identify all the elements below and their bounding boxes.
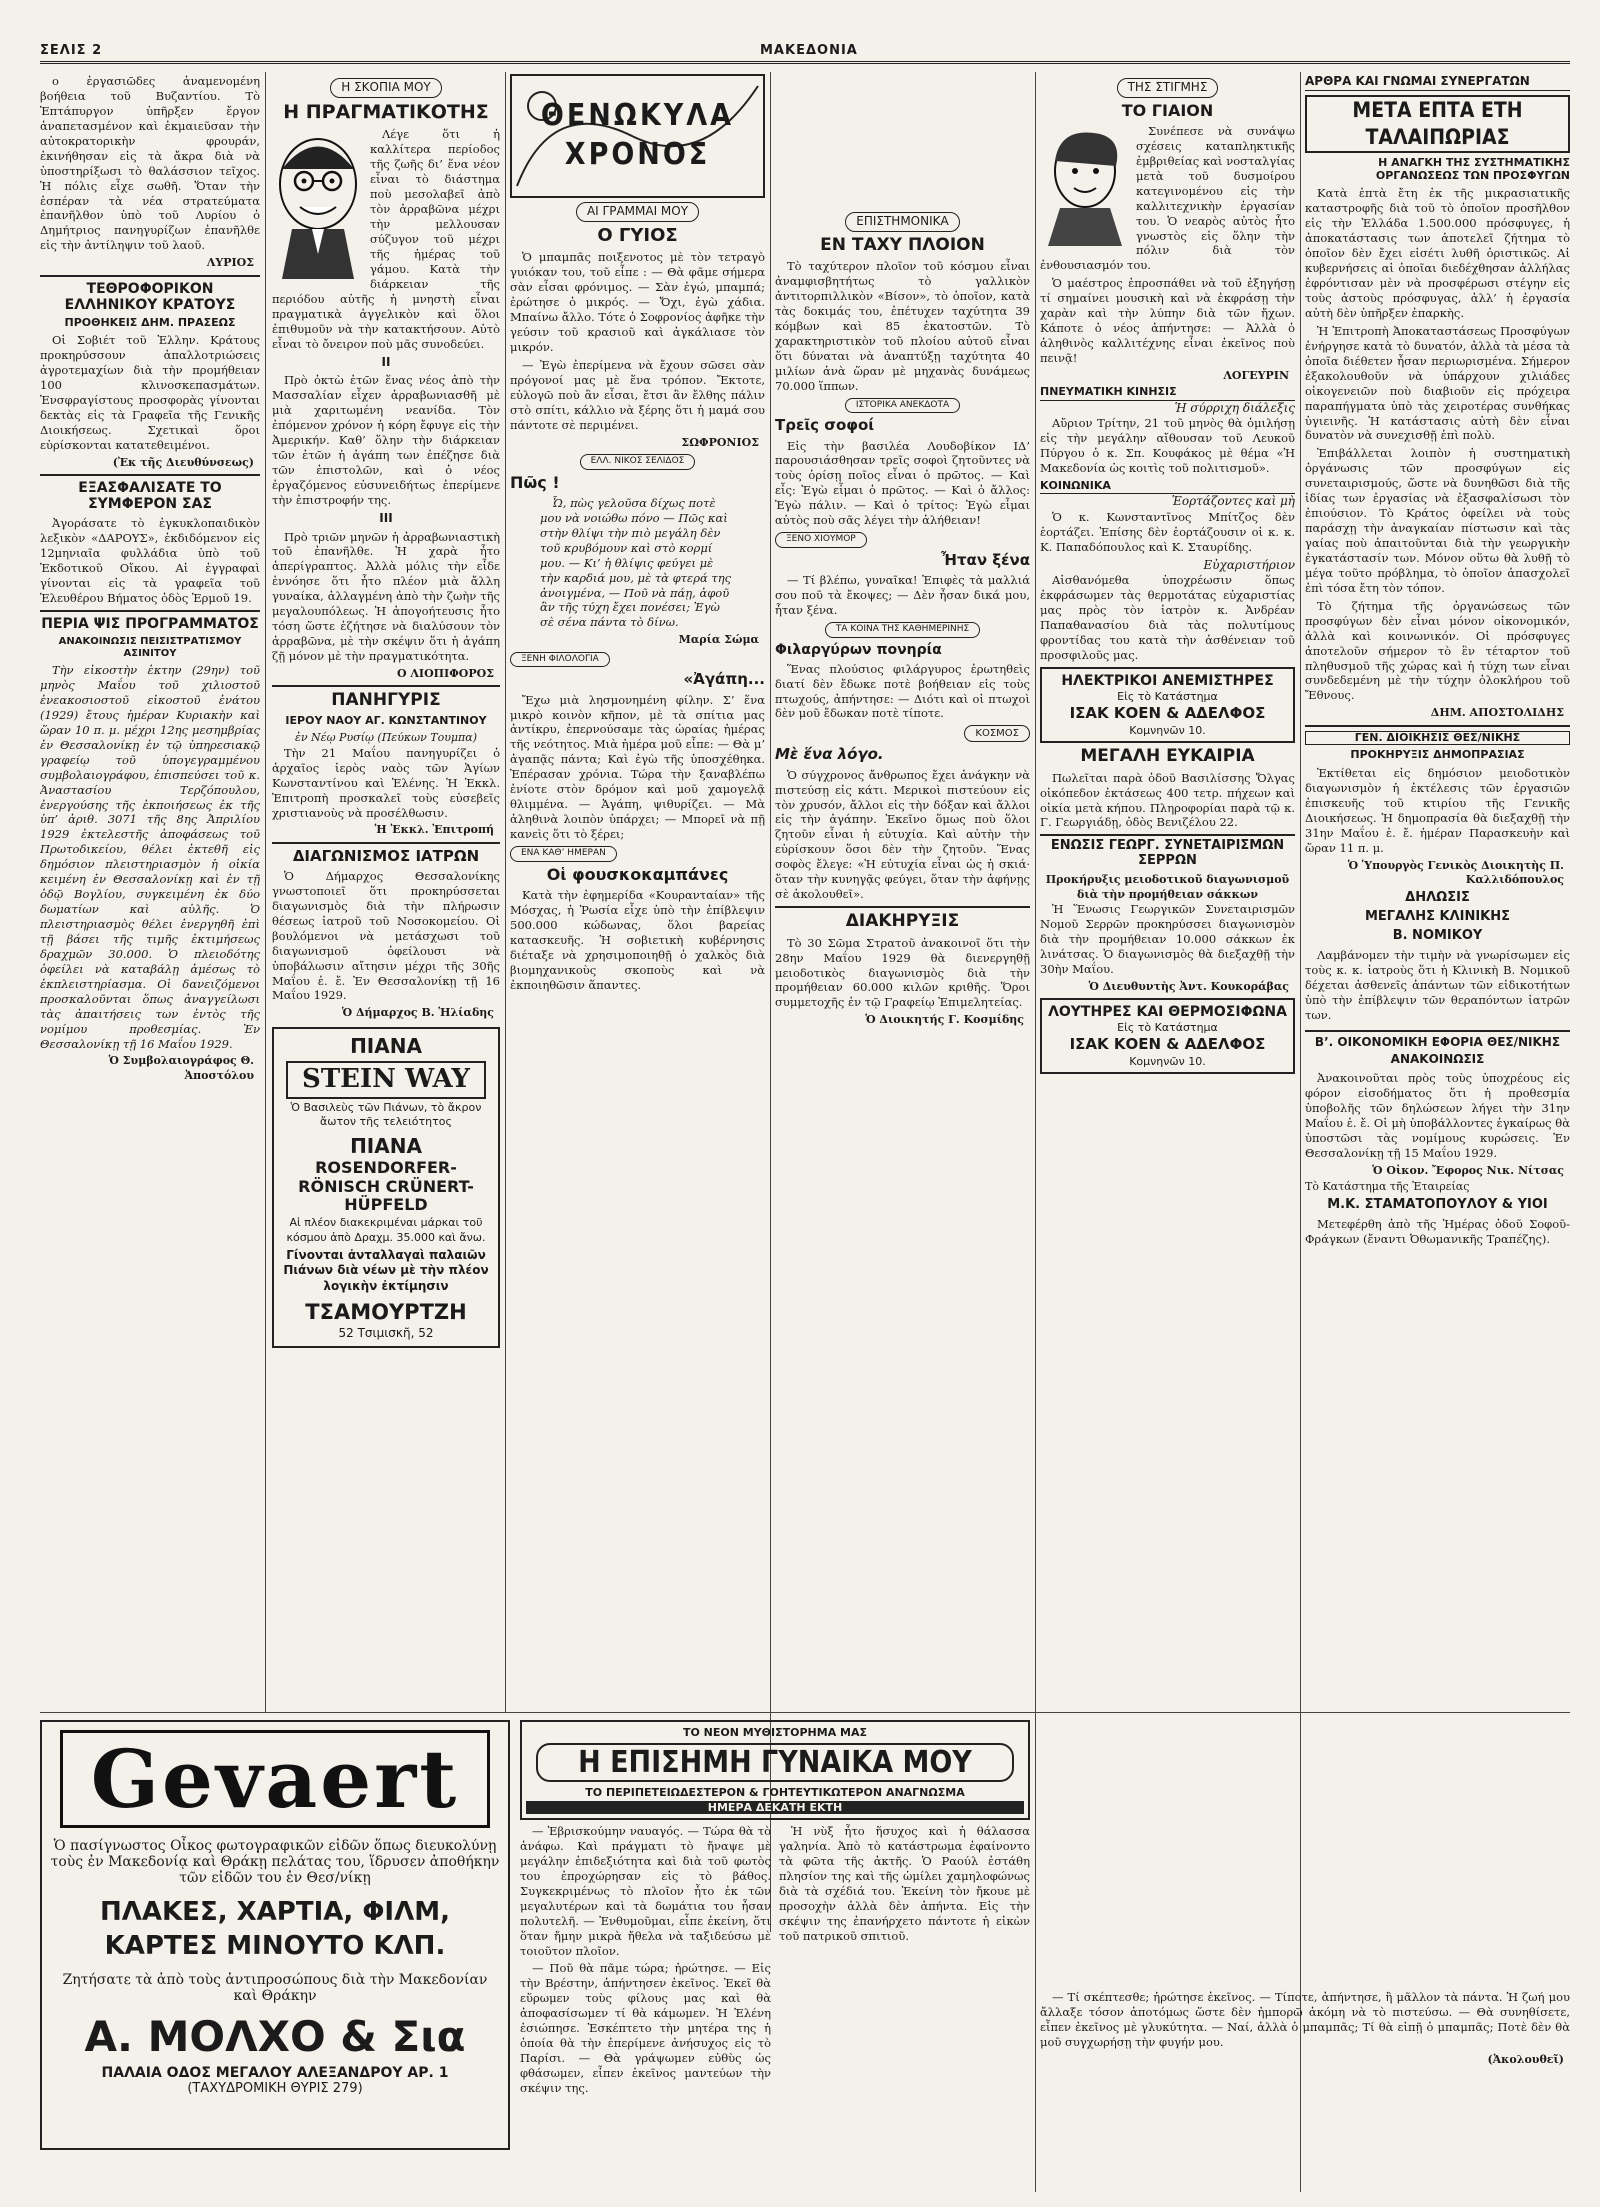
declaration-title: ΔΙΑΚΗΡΥΞΙΣ <box>845 911 960 932</box>
column-6 <box>1305 74 1570 2134</box>
daily-title: Οἱ φουσκοκαμπάνες <box>546 864 729 884</box>
gevaert-ad <box>40 1720 510 2150</box>
anecdote-title: Τρεῖς σοφοί <box>775 416 875 435</box>
column-rule <box>505 72 506 1712</box>
gevaert-company: Α. ΜΟΛΧΟ & Σια <box>84 2011 466 2061</box>
admin-subtitle: ΠΡΟΚΗΡΥΞΙΣ ΔΗΜΟΠΡΑΣΙΑΣ <box>1350 748 1525 762</box>
social-title: Ἑορτάζοντες καὶ μὴ <box>1171 494 1295 509</box>
novel-continuation <box>1040 1990 1570 2180</box>
culture-title: Ἡ σύρριχη διάλεξις <box>1174 400 1295 415</box>
article-paragraph: — Ἐγὼ ἐπερίμενα νὰ ἔχουν σῶσει σὰν πρόγονοί μας μὲ ἕνα τρόπον. Ἔκτοτε, εὐλογῶ ποὺ ἂν εἶσαι, ἔτσι ἂν ἔλθης πάλιν στὸ σπίτι, κάλλιο νὰ ξέρης ὅτι ἡ μαμά σου πάντοτε σὲ περιμένει. <box>510 357 765 432</box>
article-signature: ΛΟΓΕΥΡΙΝ <box>1223 368 1289 382</box>
page-number: ΣΕΛΙΣ 2 <box>40 43 103 58</box>
anecdote-text: Εἰς τὴν βασιλέα Λουδοβίκον ΙΔ’ παρουσιάσθησαν τρεῖς σοφοὶ ζητοῦντες νὰ τοὺς ὁρίσῃ ποῖος εἶναι ὁ πρῶτος. — Καὶ εἶς: Ἐγὼ εἶμαι ὁ πρῶτος. — Καὶ ὁ ἄλλος: Ἐγὼ πάλιν. — Καὶ ὁ τρίτος: Ἐγὼ εἶμαι αὐτὸς ποὺ σᾶς λέγει τὴν ἀλήθειαν! <box>775 438 1030 528</box>
daily-label: ΕΝΑ ΚΑΘ’ ΗΜΕΡΑΝ <box>510 846 617 862</box>
piano-ad <box>272 1027 500 1348</box>
notice-subheading: ΠΡΟΘΗΚΕΙΣ ΔΗΜ. ΠΡΑΣΕΩΣ <box>64 315 236 329</box>
novel-title: Η ΕΠΙΣΗΜΗ ΓΥΝΑΙΚΑ ΜΟΥ <box>536 1743 1014 1782</box>
novel-paragraph: — Ἐβρισκούμην ναυαγός. — Τώρα θὰ τὸ ἀνάφω. Καὶ πράγματι τὸ ἤναψε μὲ μεγάλην ἐπιδεξιότητα καὶ διὰ τοῦ φωτὸς του ἐπροχώρησαν εἰς τὸ βάθος. Συγκεκριμένως τὸ πλοῖον ἦτο ἐκ τῶν μεγαλυτέρων καὶ τὰ δωμάτια του ἦσαν πολυτελῆ. — Ἐνθυμοῦμαι, εἶπε ἐκείνη, ὅτι ὅταν ἤμην μικρὰ ἤθελα νὰ ταξιδεύσω μὲ τοιοῦτον πλοῖον. <box>520 1824 771 1958</box>
festival-title: ΠΑΝΗΓΥΡΙΣ <box>331 690 441 711</box>
article-intro: ο ἐργασιῶδες ἀναμενομένη βοήθεια τοῦ Βυζαντίου. Τὸ Ἑπτάπυργον ὑπῆρξεν ἔργον ἀναπετασμένον καὶ ἐκμαιεῦσαν τὴν αὐτοκρατορικὴν φρουράν, ἐκινήθησαν εἰς τὰ ἄκρα διὰ νὰ ὑποστηρίξωσι τὸ θαλάσσιον τεῖχος. Ἡ πόλις εἶχε σωθῆ. Ὅταν τὴν ἑσπέραν τὰ νέα στρατεύματα ἐπανῆλθον ὑπὸ τοῦ Λυρίου ὁ Δημήτριος πανηγυρίζων ἐπανῆλθε εἰς τὴν ἀντίληψιν τοῦ λαοῦ. <box>40 74 260 253</box>
anecdote-label: ΙΣΤΟΡΙΚΑ ΑΝΕΚΔΟΤΑ <box>845 398 960 414</box>
bath-ad-sub: Εἰς τὸ Κατάστημα <box>1117 1021 1218 1035</box>
festival-subtitle: ΙΕΡΟΥ ΝΑΟΥ ΑΓ. ΚΩΝΣΤΑΝΤΙΝΟΥ <box>285 713 487 727</box>
humor-title: Ἦταν ξένα <box>941 550 1030 569</box>
column-logo <box>510 74 765 198</box>
gevaert-po: (ΤΑΧΥΔΡΟΜΙΚΗ ΘΥΡΙΣ 279) <box>187 2080 363 2096</box>
declaration-text: Τὸ 30 Σῶμα Στρατοῦ ἀνακοινοῖ ὅτι τὴν 28ην Μαΐου 1929 θὰ διενεργηθῇ μειοδοτικὸς διαγωνισμὸς διὰ τὴν προμήθειαν 60.000 κιλῶν κριθῆς. Ὅροι συμμετοχῆς ἐν τῷ Γραφείῳ Ἐπιμελητείας. <box>775 935 1030 1010</box>
article-paragraph: Τὸ ζήτημα τῆς ὀργανώσεως τῶν προσφύγων δὲν εἶναι μόνον οἰκονομικόν, ἀλλὰ καὶ κοινωνικόν. Οἱ πρόσφυγες ἀποτελοῦν σήμερον τὸ ἓν τέταρτον τοῦ πληθυσμοῦ τῆς χώρας καὶ ἡ τύχη των εἶναι συνδεδεμένη μὲ τὴν τύχην ὁλοκλήρου τοῦ Ἔθνους. <box>1305 598 1570 703</box>
novel-banner <box>520 1720 1030 1820</box>
column-3 <box>510 74 765 1709</box>
piano-ad-store: ΤΣΑΜΟΥΡΤΖΗ <box>305 1299 467 1324</box>
ad-heading: ΕΞΑΣΦΑΛΙΣΑΤΕ ΤΟ ΣΥΜΦΕΡΟΝ ΣΑΣ <box>40 474 260 512</box>
article-paragraph: Τὸ ταχύτερον πλοῖον τοῦ κόσμου εἶναι ἀναμφισβητήτως τὸ γαλλικὸν ἀντιτορπιλλικὸν «Βίσον», τὸ ὁποῖον, κατὰ τὰς δοκιμάς του, ἐπέτυχεν ταχύτητα 39 κόμβων καὶ 85 ἑκατοστῶν. Τὸ χαρακτηριστικὸν τοῦ πλοίου αὐτοῦ εἶναι ὅτι δύναται νὰ ἀναπτύξῃ ταχύτητα 40 μιλίων ἀνὰ ὥραν μὲ μηχανὰς δυνάμεως 70.000 ἵππων. <box>775 259 1030 393</box>
store-name: Μ.Κ. ΣΤΑΜΑΤΟΠΟΥΛΟΥ & ΥΙΟΙ <box>1327 1197 1548 1213</box>
article-title: ΕΝ ΤΑΧΥ ΠΛΟΙΟΝ <box>820 234 985 255</box>
column-2 <box>272 74 500 1709</box>
section-label: ΑΡΘΡΑ ΚΑΙ ΓΝΩΜΑΙ ΣΥΝΕΡΓΑΤΩΝ <box>1305 74 1570 91</box>
gevaert-brand: Gevaert <box>60 1730 490 1828</box>
section-label: ΕΠΙΣΤΗΜΟΝΙΚΑ <box>845 212 959 232</box>
festival-location: ἐν Νέῳ Ρυσίῳ (Πεύκων Τουμπα) <box>294 731 478 745</box>
article-title: Ο ΓΥΙΟΣ <box>597 224 678 246</box>
thanks-title: Εὐχαριστήριον <box>1203 557 1295 572</box>
column-rule <box>1035 72 1036 2192</box>
misc-text: Ἕνας πλούσιος φιλάργυρος ἐρωτηθεὶς διατί δὲν ἔδωκε ποτὲ βοήθειαν εἰς τοὺς πτωχούς, ἀπήντησε: — Διότι καὶ οἱ πτωχοὶ δὲν μοῦ ἔδωκαν ποτὲ τίποτε. <box>775 661 1030 721</box>
union-signature: Ὁ Διευθυντὴς Ἀντ. Κουκοράβας <box>1088 979 1289 993</box>
poem-title: Πῶς ! <box>510 472 560 492</box>
novel-section <box>520 1720 1030 2180</box>
poem-text: Ὦ, πὼς γελοῦσα δίχως ποτὲ μου νὰ νοιώθω πόνο — Πῶς καὶ στὴν θλίψι τὴν πιὸ μεγάλη δὲν τοῦ κρυβόμουν καὶ στὸ κορμί μου. — Κι’ ἡ θλίψις φεύγει μὲ τὴν καρδιά μου, μὲ τὰ φτερά της ἀνοιγμένα, — Ποῦ νὰ πάῃ, ἀφοῦ ἂν τῆς τύχη ἔχει πονέσει; Ἐγὼ σὲ σένα πάντα τὸ δίνω. <box>540 495 732 630</box>
article-paragraph: Κατὰ ἐπτὰ ἔτη ἐκ τῆς μικρασιατικῆς καταστροφῆς διὰ τοῦ τὸ ὁποῖον προσῆλθον εἰς τὴν Ἑλλάδα 1.500.000 πρόσφυγες, ἡ ἀποκατάστασις των ἀποτελεῖ ζήτημα τὸ ὁποῖον δὲν ἔχει εἰσέτι λυθῆ ὁριστικῶς. Αἱ κυβερνήσεις αἱ ὁποῖαι διεδέχθησαν ἀλλήλας ἐφρόντισαν μὲν νὰ προσφέρωσι στέγην εἰς τοὺς ἀστοὺς πρόσφυγας, ἀλλ’ ἡ ἐργασία αὐτὴ δὲν ὑπῆρξεν ἐπαρκὴς. <box>1305 186 1570 320</box>
world-label: ΚΟΣΜΟΣ <box>964 725 1030 742</box>
world-title: Μὲ ἕνα λόγο. <box>775 745 884 764</box>
notice-signature: (Ἐκ τῆς Διευθύνσεως) <box>112 455 254 469</box>
piano-ad-title-2: ΠΙΑΝΑ <box>350 1134 422 1159</box>
article-signature: Ο ΛΙΟΠΙΦΟΡΟΣ <box>396 666 494 680</box>
admin-text: Ἐκτίθεται εἰς δημόσιον μειοδοτικὸν διαγωνισμὸν ἡ ἐκτέλεσις τῶν ἐργασιῶν ἐπισκευῆς τοῦ κτιρίου τῆς Γενικῆς Διοικήσεως. Ἡ δημοπρασία θὰ διεξαχθῇ τὴν 31ην Μαΐου ἐ. ἔ. ἡμέραν Παρασκευὴν καὶ ὥραν 11 π. μ. <box>1305 765 1570 855</box>
culture-text: Αὔριον Τρίτην, 21 τοῦ μηνὸς θὰ ὁμιλήσῃ εἰς τὴν μεγάλην αἴθουσαν τοῦ Λευκοῦ Πύργου ὁ κ. Σπ. Κουφάκος μὲ θέμα «Ἡ Μακεδονία ὡς κοιτὶς τοῦ πολιτισμοῦ». <box>1040 416 1295 475</box>
section-numeral: III <box>379 510 393 525</box>
section-numeral: II <box>381 354 391 369</box>
novel-paragraph: — Ποῦ θὰ πᾶμε τώρα; ἠρώτησε. — Εἰς τὴν Βρέστην, ἀπήντησεν ἐκεῖνος. Ἐκεῖ θὰ εὕρωμεν τοὺς φίλους μας καὶ θὰ ἀποφασίσωμεν τί θὰ κάμωμεν. Ἡ Ἑλένη ἐσιώπησε. Ἐσκέπτετο τὴν μητέρα της ἡ ὁποία θὰ τὴν ἐπερίμενε ἀνήσυχος εἰς τὸ Παρίσι. — Θὰ γράψωμεν εὐθὺς ὡς φθάσωμεν, εἶπεν ἐκεῖνος μαντεύων τὴν σκέψιν της. <box>520 1961 771 2095</box>
misc-title: Φιλαργύρων πονηρία <box>775 641 942 658</box>
clinic-title: ΔΗΛΩΣΙΣ <box>1405 890 1470 906</box>
union-subtitle: Προκήρυξις μειοδοτικοῦ διαγωνισμοῦ διὰ τὴν προμήθειαν σάκκων <box>1045 873 1290 901</box>
notice-text: Οἱ Σοβιέτ τοῦ Ἑλλην. Κράτους προκηρύσσουν ἀπαλλοτριώσεις ἀγροτεμαχίων διὰ τὴν προμήθειαν 100 κλινοσκεπασμάτων. Ἐνσφραγίστους προσφορὰς γίνονται δεκτὰς εἰς τὰ Γραφεῖα τῆς Γενικῆς Διοικήσεως. Σχετικαὶ ὅροι εὑρίσκονται κατατεθειμένοι. <box>40 333 260 452</box>
opportunity-title: ΜΕΓΑΛΗ ΕΥΚΑΙΡΙΑ <box>1080 746 1255 767</box>
humor-text: — Τί βλέπω, γυναῖκα! Ἐπιφὲς τὰ μαλλιά σου ποῦ τὰ ἔκοψες; — Δὲν ἦσαν δικά μου, ἦταν ξένα. <box>775 573 1030 617</box>
feature-label: ΞΕΝΗ ΦΙΛΟΛΟΓΙΑ <box>510 652 610 668</box>
novel-subtitle: ΤΟ ΠΕΡΙΠΕΤΕΙΩΔΕΣΤΕΡΟΝ & ΓΟΗΤΕΥΤΙΚΩΤΕΡΟΝ ΑΝΑΓΝΩΣΜΑ <box>585 1786 965 1799</box>
feature-text: Ἔχω μιὰ λησμονημένη φίλην. Σ’ ἕνα μικρὸ κοινὸν κῆπον, μὲ τὰ σπίτια μας ἀντίκρυ, ἐπερνούσαμε τὰς ὡραίας ἡμέρας τῆς νεότητος. Μιὰ ἡμέρα μοῦ εἶπε: — Θὰ μ’ ἀγαπᾷς πάντα; Καὶ ἐγὼ τῆς ὑποσχέθηκα. Ἐπέρασαν χρόνια. Τώρα τὴν ξαναβλέπω ἐνίοτε στὸν δρόμον καὶ μοῦ χαμογελᾷ θλιμμένα. — Ἀγάπη, ψιθυρίζει. — Μὰ ἀληθινὰ λοιπὸν ὑπάρχει; — Μπορεῖ νὰ πῇ κανεὶς ὅτι τὸ ξέρει; <box>510 692 765 842</box>
column-5 <box>1040 74 1295 2134</box>
column-rule <box>265 72 266 1712</box>
article-paragraph: Ἐπιβάλλεται λοιπὸν ἡ συστηματικὴ ὀργάνωσις τῶν προσφύγων εἰς συνεταιρισμούς, ὥστε νὰ δυνηθῶσι διὰ τῆς ἰδίας των ἐργασίας νὰ ἐξασφαλίσωσι τὸν ἐπιούσιον. Τὸ Κράτος ὀφείλει νὰ τοὺς παράσχῃ τὴν ἀναγκαίαν πίστωσιν καὶ τὰς γαίας ποὺ ἀπαιτοῦνται διὰ τὴν γεωργικὴν ἐγκατάστασίν των. Μόνον οὕτω θὰ λυθῇ τὸ μέγα τοῦτο πρόβλημα, τὸ ὁποῖον ἀπασχολεῖ ἐπὶ τόσα ἔτη τὸν τόπον. <box>1305 446 1570 595</box>
auction-signature: Ὁ Συμβολαιογράφος Θ. Ἀποστόλου <box>108 1054 254 1082</box>
admin-title: ΓΕΝ. ΔΙΟΙΚΗΣΙΣ ΘΕΣ/ΝΙΚΗΣ <box>1305 731 1570 746</box>
masthead <box>40 40 1570 64</box>
bath-ad-store: ΙΣΑΚ ΚΟΕΝ & ΑΔΕΛΦΟΣ <box>1069 1035 1266 1054</box>
caricature-image <box>272 129 364 279</box>
piano-ad-text-3: Γίνονται ἀνταλλαγαὶ παλαιῶν Πιάνων διὰ νέων μὲ τὴν πλέον λογικὴν ἐκτίμησιν <box>283 1247 489 1294</box>
section-label: ΤΗΣ ΣΤΙΓΜΗΣ <box>1117 78 1219 98</box>
section-label: ΑΙ ΓΡΑΜΜΑΙ ΜΟΥ <box>576 202 699 222</box>
column-rule <box>770 72 771 1932</box>
newspaper-name: ΜΑΚΕΔΟΝΙΑ <box>760 43 858 58</box>
section-label: Η ΣΚΟΠΙΑ ΜΟΥ <box>330 78 441 98</box>
admin-signature: Ὁ Ὑπουργὸς Γενικὸς Διοικητὴς Π. Καλλιδόπουλος <box>1347 858 1564 886</box>
article-paragraph: Ὁ μαέστρος ἐπροσπάθει νὰ τοῦ ἐξηγήσῃ τί σημαίνει μουσικὴ καὶ νὰ ἐκφράσῃ τὴν χαρὰν καὶ τὴν λύπην διὰ τῶν ἤχων. Κάποτε ὁ νέος ἀπήντησε: — Ἀλλὰ ὁ ἀληθινὸς καλλιτέχνης εἶναι ἐκεῖνος ποὺ πεινᾷ! <box>1040 276 1295 366</box>
piano-ad-brand: STEIN WAY <box>286 1061 486 1099</box>
article-paragraph: Ἡ Ἐπιτροπὴ Ἀποκαταστάσεως Προσφύγων ἐνήργησε κατὰ τὸ δυνατόν, ἀλλὰ τὰ μέσα τὰ ὁποῖα διέθετεν ἦσαν περιωρισμένα. Σήμερον ἐξακολουθοῦν νὰ ὑπάρχουν χιλιάδες οἰκογενειῶν ποὺ διαβιοῦν εἰς πρόχειρα παραπήγματα ὑπὸ τὰς χειροτέρας συνθήκας ὑγιεινῆς. Ἡ κατάστασις αὐτὴ δὲν εἶναι δυνατὸν νὰ συνεχισθῇ ἐπὶ πολὺ. <box>1305 323 1570 443</box>
store-text: Μετεφέρθη ἀπὸ τῆς Ἠμέρας ὁδοῦ Σοφοῦ-Φράγκων (ἔναντι Ὀθωμανικῆς Τραπέζης). <box>1305 1217 1570 1247</box>
article-paragraph: Πρὸ ὀκτὼ ἐτῶν ἕνας νέος ἀπὸ τὴν Μασσαλίαν εἶχεν ἀρραβωνιασθῆ μὲ μιὰ χαριτωμένη νεανίδα. Τὸν ἐπόμενον χρόνον ἡ κόρη ἔφυγε εἰς τὴν Ἀμερικήν. Καθ’ ὅλην τὴν διάρκειαν τῶν ἐτῶν ἡ ἀγάπη των ἐπέζησε διὰ τῶν ἐπιστολῶν, καὶ ὁ νέος ἐργαζόμενος εὐσυνειδήτως ἐπερίμενε τὴν ἐπιστροφήν της. <box>272 373 500 507</box>
humor-label: ΞΕΝΟ ΧΙΟΥΜΟΡ <box>775 532 867 548</box>
article-signature: ΣΩΦΡΟΝΙΟΣ <box>681 435 759 449</box>
piano-ad-address: 52 Τσιμισκῆ, 52 <box>338 1325 434 1340</box>
tax-title: Β’. ΟΙΚΟΝΟΜΙΚΗ ΕΦΟΡΙΑ ΘΕΣ/ΝΙΚΗΣ <box>1314 1034 1561 1049</box>
auction-heading: ΠΕΡΙΑ ΨΙΣ ΠΡΟΓΡΑΜΜΑΤΟΣ <box>40 610 260 632</box>
culture-label: ΠΝΕΥΜΑΤΙΚΗ ΚΙΝΗΣΙΣ <box>1040 385 1295 400</box>
column-1 <box>40 74 260 1709</box>
novel-column-2 <box>779 1824 1030 2099</box>
bath-ad-title: ΛΟΥΤΗΡΕΣ ΚΑΙ ΘΕΡΜΟΣΙΦΩΝΑ <box>1048 1003 1287 1020</box>
novel-paragraph: — Τί σκέπτεσθε; ἠρώτησε ἐκεῖνος. — Τίποτε, ἀπήντησε, ἢ μᾶλλον τὰ πάντα. Ἡ ζωή μου ἄλλαξε τόσον ἀποτόμως ὥστε δὲν ἠμπορῶ ἀκόμη νὰ τὸ πιστεύσω. — Θὰ συνηθίσετε, εἶπεν ἐκεῖνος μὲ γλυκύτητα. — Ναί, ἀλλὰ ὁ μπαμπᾶς; Τί θὰ εἰπῇ ὁ μπαμπᾶς; Ποτὲ δὲν θὰ μοῦ συγχωρήσῃ τὴν φυγήν μου. <box>1040 1990 1570 2049</box>
fan-ad <box>1040 667 1295 743</box>
opportunity-text: Πωλεῖται παρὰ ὁδοῦ Βασιλίσσης Ὄλγας οἰκόπεδον ἐκτάσεως 400 τετρ. πήχεων καὶ οἰκία μετὰ κήπου. Πληροφορίαι παρὰ τῷ κ. Γ. Γεωργιάδῃ, ὁδὸς Βενιζέλου 22. <box>1040 770 1295 830</box>
tax-text: Ἀνακοινοῦται πρὸς τοὺς ὑποχρέους εἰς φόρον εἰσοδήματος ὅτι ἡ προθεσμία ὑποβολῆς τῶν δηλώσεων λήγει τὴν 31ην Μαΐου ἐ. ἔ. Οἱ μὴ ὑποβάλλοντες ἐγκαίρως θὰ ὑποστῶσι τὰς νομίμους κυρώσεις. Ἐν Θεσσαλονίκῃ τῇ 15 Μαΐου 1929. <box>1305 1071 1570 1160</box>
article-title: ΜΕΤΑ ΕΠΤΑ ΕΤΗ ΤΑΛΑΙΠΩΡΙΑΣ <box>1305 95 1570 154</box>
store-pre: Τὸ Κατάστημα τῆς Ἑταιρείας <box>1305 1180 1470 1194</box>
tax-signature: Ὁ Οἰκον. Ἔφορος Νικ. Νίτσας <box>1372 1163 1564 1177</box>
gevaert-contact: Ζητήσατε τὰ ἀπὸ τοὺς ἀντιπροσώπους διὰ τὴν Μακεδονίαν καὶ Θράκην <box>62 1971 488 2004</box>
poem-label: ΕΛΛ. ΝΙΚΟΣ ΣΕΛΙΔΟΣ <box>580 454 696 470</box>
competition-title: ΔΙΑΓΩΝΙΣΜΟΣ ΙΑΤΡΩΝ <box>292 846 480 865</box>
article-paragraph: Συνέπεσε νὰ συνάψω σχέσεις καταπληκτικῆς ἐμβριθείας καὶ νοσταλγίας μετὰ τοῦ δυσμοίρου κατεγινομένου εἰς τὴν καλλιτεχνικὴν ἐργασίαν του. Ὁ νεαρὸς αὐτὸς ἦτο γνωστὸς εἰς ὅλην τὴν πόλιν διὰ τὸν ἐνθουσιασμόν του. <box>1040 123 1295 273</box>
piano-ad-text-2: Αἱ πλέον διακεκριμέναι μάρκαι τοῦ κόσμου ἀπὸ Δραχμ. 35.000 καὶ ἄνω. <box>286 1216 486 1244</box>
article-title: Η ΠΡΑΓΜΑΤΙΚΟΤΗΣ <box>283 100 489 123</box>
notice-heading: ΤΕΘΡΟΦΟΡΙΚΟΝ ΕΛΛΗΝΙΚΟΥ ΚΡΑΤΟΥΣ <box>40 275 260 313</box>
piano-ad-text: Ὁ Βασιλεὺς τῶν Πιάνων, τὸ ἄκρον ἄωτον τῆς τελειότητος <box>290 1100 482 1128</box>
column-4 <box>775 74 1030 1709</box>
novel-column-1 <box>520 1824 771 2099</box>
novel-label: ΤΟ ΝΕΟΝ ΜΥΘΙΣΤΟΡΗΜΑ ΜΑΣ <box>682 1726 868 1739</box>
world-text: Ὁ σύγχρονος ἄνθρωπος ἔχει ἀνάγκην νὰ πιστεύσῃ εἰς κάτι. Μερικοὶ πιστεύουν εἰς τὸν χρυσόν, ἄλλοι εἰς τὴν δόξαν καὶ ἄλλοι εἰς τὴν ἀγάπην. Ἐκεῖνο ὅμως ποὺ ὅλοι ζητοῦν εἶναι ἡ εὐτυχία. Καὶ αὐτὴν τὴν εὑρίσκουν ὅσοι δὲν τὴν ζητοῦν. Ἕνας σοφὸς ἔλεγε: «Ἡ εὐτυχία εἶναι ὡς ἡ σκιά· ὅταν τὴν κυνηγᾷς φεύγει, ὅταν τὴν ἀφήνῃς σὲ ἀκολουθεῖ». <box>775 767 1030 902</box>
auction-subheading: ΑΝΑΚΟΙΝΩΣΙΣ ΠΕΙΣΙΣΤΡΑΤΙΣΜΟΥ ΑΣΙΝΙΤΟΥ <box>58 636 242 659</box>
article-paragraph: Λέγε ὅτι ἡ καλλίτερα περίοδος τῆς ζωῆς δι’ ἕνα νέον εἶναι τὸ διάστημα ποὺ μεσολαβεῖ ἀπὸ τὸν ἀρραβῶνα μέχρι τὴν μελλουσαν σύζυγον τοῦ μέχρι τῆς ἡμέρας τοῦ γάμου. Κατὰ τὴν διάρκειαν τῆς περιόδου αὐτῆς ἡ μνηστὴ εἶναι πραγματικὰ ἀγγελικὸν καὶ ὅλοι ἐπιθυμοῦν νὰ τὴν κατακτήσουν. Αὐτὸ εἶναι τὸ ὄνειρον ποὺ μᾶς συνοδεύει. <box>272 127 500 351</box>
article-paragraph: Πρὸ τριῶν μηνῶν ἡ ἀρραβωνιαστικὴ τοῦ ἐπανῆλθε. Ἡ χαρὰ ἦτο ἀπερίγραπτος. Ἀλλὰ μόλις τὴν εἶδε ἐννόησε ὅτι ἦτο πλέον μιὰ ἄλλη γυναίκα, ἀλλαγμένη ἀπὸ τὴν ζωὴν τῆς μεγαλουπόλεως. Ἡ ἀπογοήτευσις ἦτο τόση ὥστε ἐζήτησε νὰ διαλύσουν τὸν ἀρραβῶνα, μὲ τὴν σκέψιν ὅτι ἡ ἀγάπη ζῇ μόνον μὲ τὴν πραγματικότητα. <box>272 529 500 664</box>
thanks-text: Αἰσθανόμεθα ὑποχρέωσιν ὅπως ἐκφράσωμεν τὰς θερμοτάτας εὐχαριστίας μας πρὸς τὸν ἰατρὸν κ. Ἀνδρέαν Παπαθανασίου διὰ τὰς πολυτίμους φροντίδας του κατὰ τὴν ἀσθένειαν τοῦ προσφιλοῦς μας. <box>1040 573 1295 662</box>
fan-ad-address: Κομνηνῶν 10. <box>1129 723 1206 737</box>
tax-subtitle: ΑΝΑΚΟΙΝΩΣΙΣ <box>1390 1052 1485 1067</box>
festival-text: Τὴν 21 Μαΐου πανηγυρίζει ὁ ἀρχαῖος ἱερὸς ναὸς τῶν Ἁγίων Κωνσταντίνου καὶ Ἑλένης. Ἡ Ἐκκλ. Ἐπιτροπὴ προσκαλεῖ τοὺς εὐσεβεῖς χριστιανοὺς νὰ προσέλθωσιν. <box>272 745 500 820</box>
declaration-signature: Ὁ Διοικητής Γ. Κοσμίδης <box>865 1013 1024 1027</box>
clinic-title-2: ΜΕΓΑΛΗΣ ΚΛΙΝΙΚΗΣ <box>1364 909 1511 925</box>
gevaert-address: ΠΑΛΑΙΑ ΟΔΟΣ ΜΕΓΑΛΟΥ ΑΛΕΞΑΝΔΡΟΥ ΑΡ. 1 <box>101 2064 449 2081</box>
clinic-title-3: Β. ΝΟΜΙΚΟΥ <box>1392 928 1483 944</box>
bath-ad-address: Κομνηνῶν 10. <box>1129 1054 1206 1068</box>
auction-text: Τὴν εἰκοστὴν ἑκτην (29ην) τοῦ μηνὸς Μαΐου τοῦ χιλιοστοῦ ἐνεακοσιοστοῦ εἰκοστοῦ ἐνάτου (1929) ἔτους ἡμέραν Κυριακὴν καὶ ὥραν 10 π. μ. μέχρι 12ης μεσημβρίας ἐν Θεσσαλονίκῃ ἐν τῷ ὑπηρεσιακῷ γραφείῳ τοῦ ὑπογεγραμμένου συμβολαιογράφου, ἐπισπεύσει τοῦ κ. Ἀναστασίου Τερζόπουλου, ἐνεργούσης τῆς ἐκποιήσεως ἐκ τῆς ὑπ’ ἀριθ. 3071 τῆς 8ης Ἀπριλίου 1929 ἐκτελεστῆς ἀποφάσεως τοῦ Πρωτοδικείου, θέλει ἐκτεθῆ εἰς δημόσιον πλειστηριασμὸν ἡ οἰκία κειμένη ἐν Θεσσαλονίκῃ καὶ ἐν τῇ ὁδῷ Βογλίου, συγκειμένη ἐκ δύο δωματίων καὶ αὐλῆς. Ὁ πλειστηριασμὸς θέλει ἐνεργηθῆ ἐπὶ τῇ βάσει τῆς τιμῆς ἐκτιμήσεως δραχμῶν 30.000. Ὁ πλειοδότης ὀφείλει νὰ καταβάλῃ ἀμέσως τὸ ἐκπλειστηρίασμα. Οἱ δανειζόμενοι προσκαλοῦνται ὅπως ἀναγγείλωσι τὰς ἀπαιτήσεις των ἐντὸς τῆς νομίμου προθεσμίας. Ἐν Θεσσαλονίκῃ τῇ 16 Μαΐου 1929. <box>40 663 260 1051</box>
article-title: ΤΟ ΓΙΑΙΟΝ <box>1121 100 1214 120</box>
fan-ad-store: ΙΣΑΚ ΚΟΕΝ & ΑΔΕΛΦΟΣ <box>1069 704 1266 723</box>
fan-ad-sub: Εἰς τὸ Κατάστημα <box>1117 690 1218 704</box>
novel-day: ΗΜΕΡΑ ΔΕΚΑΤΗ ΕΚΤΗ <box>526 1801 1024 1814</box>
portrait-sketch-image <box>1040 126 1130 246</box>
column-rule <box>1300 72 1301 2192</box>
piano-ad-brand-2: ROSENDORFER-RÖNISCH CRÜNERT-HÜPFELD <box>298 1158 474 1214</box>
gevaert-intro: Ὁ πασίγνωστος Οἶκος φωτογραφικῶν εἰδῶν ὅπως διευκολύνῃ τοὺς ἐν Μακεδονίᾳ καὶ Θράκῃ πελάτας του, ἵδρυσεν ἀποθήκην τῶν εἰδῶν του ἐν Θεσ/νίκῃ <box>50 1838 500 1886</box>
article-paragraph: Ὁ μπαμπᾶς ποιξενοτος μὲ τὸν τετραγὸ γυιόκαν του, τοῦ εἶπε : — Θὰ φᾶμε σήμερα σὰν εἶσαι φρόνιμος. — Σὰν ἐγώ, μπαμπά; ἐρώτησε ὁ μικρός. — Ὄχι, ἐγὼ χάδια. Μπαίνω ἄλλο. Τότε ὁ Σοφρονίος ἀφῆκε τὴν γεύσιν τοῦ κρασιοῦ καὶ ἀγκάλιασε τὸν μικρόν. <box>510 250 765 354</box>
misc-label: ΤΑ ΚΟΙΝΑ ΤΗΣ ΚΑΘΗΜΕΡΙΝΗΣ <box>825 622 980 638</box>
union-title: ΕΝΩΣΙΣ ΓΕΩΡΓ. ΣΥΝΕΤΑΙΡΙΣΜΩΝ ΣΕΡΡΩΝ <box>1040 834 1295 869</box>
festival-signature: Ἡ Ἐκκλ. Ἐπιτροπή <box>374 823 494 837</box>
article-signature: ΔΗΜ. ΑΠΟΣΤΟΛΙΔΗΣ <box>1430 706 1564 720</box>
union-text: Ἡ Ἕνωσις Γεωργικῶν Συνεταιρισμῶν Νομοῦ Σερρῶν προκηρύσσει διαγωνισμὸν διὰ τὴν προμήθειαν 10.000 σάκκων ἐκ λινάτσας. Ὁ διαγωνισμὸς θὰ διεξαχθῇ τὴν 30ὴν Μαΐου. <box>1040 901 1295 976</box>
article-signature: ΛΥΡΙΟΣ <box>206 256 254 270</box>
novel-paragraph: Ἡ νὺξ ἦτο ἥσυχος καὶ ἡ θάλασσα γαληνία. Ἀπὸ τὸ κατάστρωμα ἐφαίνοντο τὰ φῶτα τῆς ἀκτῆς. Ὁ Ραούλ ἐστάθη πλησίον της καὶ τῆς ὡμίλει χαμηλοφώνως διὰ τὰ σχέδιά του. Ἐκείνη τὸν ἤκουε μὲ προσοχὴν ἀλλὰ δὲν ἀπήντα. Εἰς τὴν σκέψιν της ἐπανήρχετο πάντοτε ἡ εἰκὼν τοῦ πατρικοῦ σπιτιοῦ. <box>779 1824 1030 1943</box>
fan-ad-title: ΗΛΕΚΤΡΙΚΟΙ ΑΝΕΜΙΣΤΗΡΕΣ <box>1061 672 1274 689</box>
gevaert-items: ΠΛΑΚΕΣ, ΧΑΡΤΙΑ, ΦΙΛΜ, ΚΑΡΤΕΣ ΜΙΝΟΥΤΟ ΚΛΠ. <box>100 1897 450 1961</box>
piano-ad-title: ΠΙΑΝΑ <box>350 1033 422 1058</box>
logo-text: ΘΕΝΩΚΥΛΑ ΧΡΟΝΟΣ <box>540 98 735 172</box>
competition-text: Ὁ Δήμαρχος Θεσσαλονίκης γνωστοποιεῖ ὅτι προκηρύσσεται διαγωνισμὸς διὰ τὴν πλήρωσιν θέσεως ἰατροῦ τοῦ Νοσοκομείου. Οἱ βουλόμενοι νὰ μετάσχωσι τοῦ διαγωνισμοῦ ὀφείλουσι νὰ ὑποβάλωσιν αἴτησιν μέχρι τῆς 30ῆς Μαΐου ἐ. ἔ. Ἐν Θεσσαλονίκῃ τῇ 16 Μαΐου 1929. <box>272 868 500 1003</box>
social-label: ΚΟΙΝΩΝΙΚΑ <box>1040 479 1295 494</box>
competition-signature: Ὁ Δήμαρχος Β. Ἡλίαδης <box>341 1006 494 1020</box>
article-subtitle: Η ΑΝΑΓΚΗ ΤΗΣ ΣΥΣΤΗΜΑΤΙΚΗΣ ΟΡΓΑΝΩΣΕΩΣ ΤΩΝ ΠΡΟΣΦΥΓΩΝ <box>1375 156 1570 182</box>
daily-text: Κατὰ τὴν ἐφημερίδα «Κουρανταίαν» τῆς Μόσχας, ἡ Ῥωσία εἶχε ὑπὸ τὴν ἐπίβλεψιν 500.000 κώδωνας, ὅλοι βαρείας κατασκευῆς. Ἡ σοβιετικὴ κυβέρνησις διέταξε νὰ χρησιμοποιηθῇ ὁ χαλκὸς διὰ βιομηχανικοὺς σκοποὺς καὶ νὰ ἐκποιηθῶσιν ἅπαντες. <box>510 888 765 992</box>
feature-title: «Ἀγάπη... <box>683 670 765 689</box>
poem-signature: Μαρία Σώμα <box>678 633 759 647</box>
bath-ad <box>1040 998 1295 1074</box>
admin-notice <box>1305 727 1570 1026</box>
novel-signature: (Ἀκολουθεῖ) <box>1487 2052 1564 2066</box>
social-text: Ὁ κ. Κωνσταντῖνος Μπίτζος δὲν ἑορτάζει. Ἐπίσης δὲν ἑορτάζουσιν οἱ κ. κ. Κ. Παπαδόπουλος καὶ Κ. Σταυρίδης. <box>1040 509 1295 554</box>
clinic-text: Λαμβάνομεν τὴν τιμὴν νὰ γνωρίσωμεν εἰς τοὺς κ. κ. ἰατροὺς ὅτι ἡ Κλινικὴ Β. Νομικοῦ δέχεται ἀσθενεῖς ἁπάντων τῶν εἰδικοτήτων ὑπὸ τὴν ἐπίβλεψιν τῶν θεραπόντων ἰατρῶν των. <box>1305 947 1570 1022</box>
ad-text: Ἀγοράσατε τὸ ἐγκυκλοπαιδικὸν λεξικὸν «ΔΑΡΟΥΣ», ἐκδιδόμενον εἰς 12μηνιαῖα φυλλάδια ὑπὸ τοῦ Ἐκδοτικοῦ Οἴκου. Αἱ ἐγγραφαὶ γίνονται εἰς τὰ γραφεῖα τοῦ Ἑλευθέρου Βήματος ὁδὸς Ἑρμοῦ 19. <box>40 516 260 606</box>
